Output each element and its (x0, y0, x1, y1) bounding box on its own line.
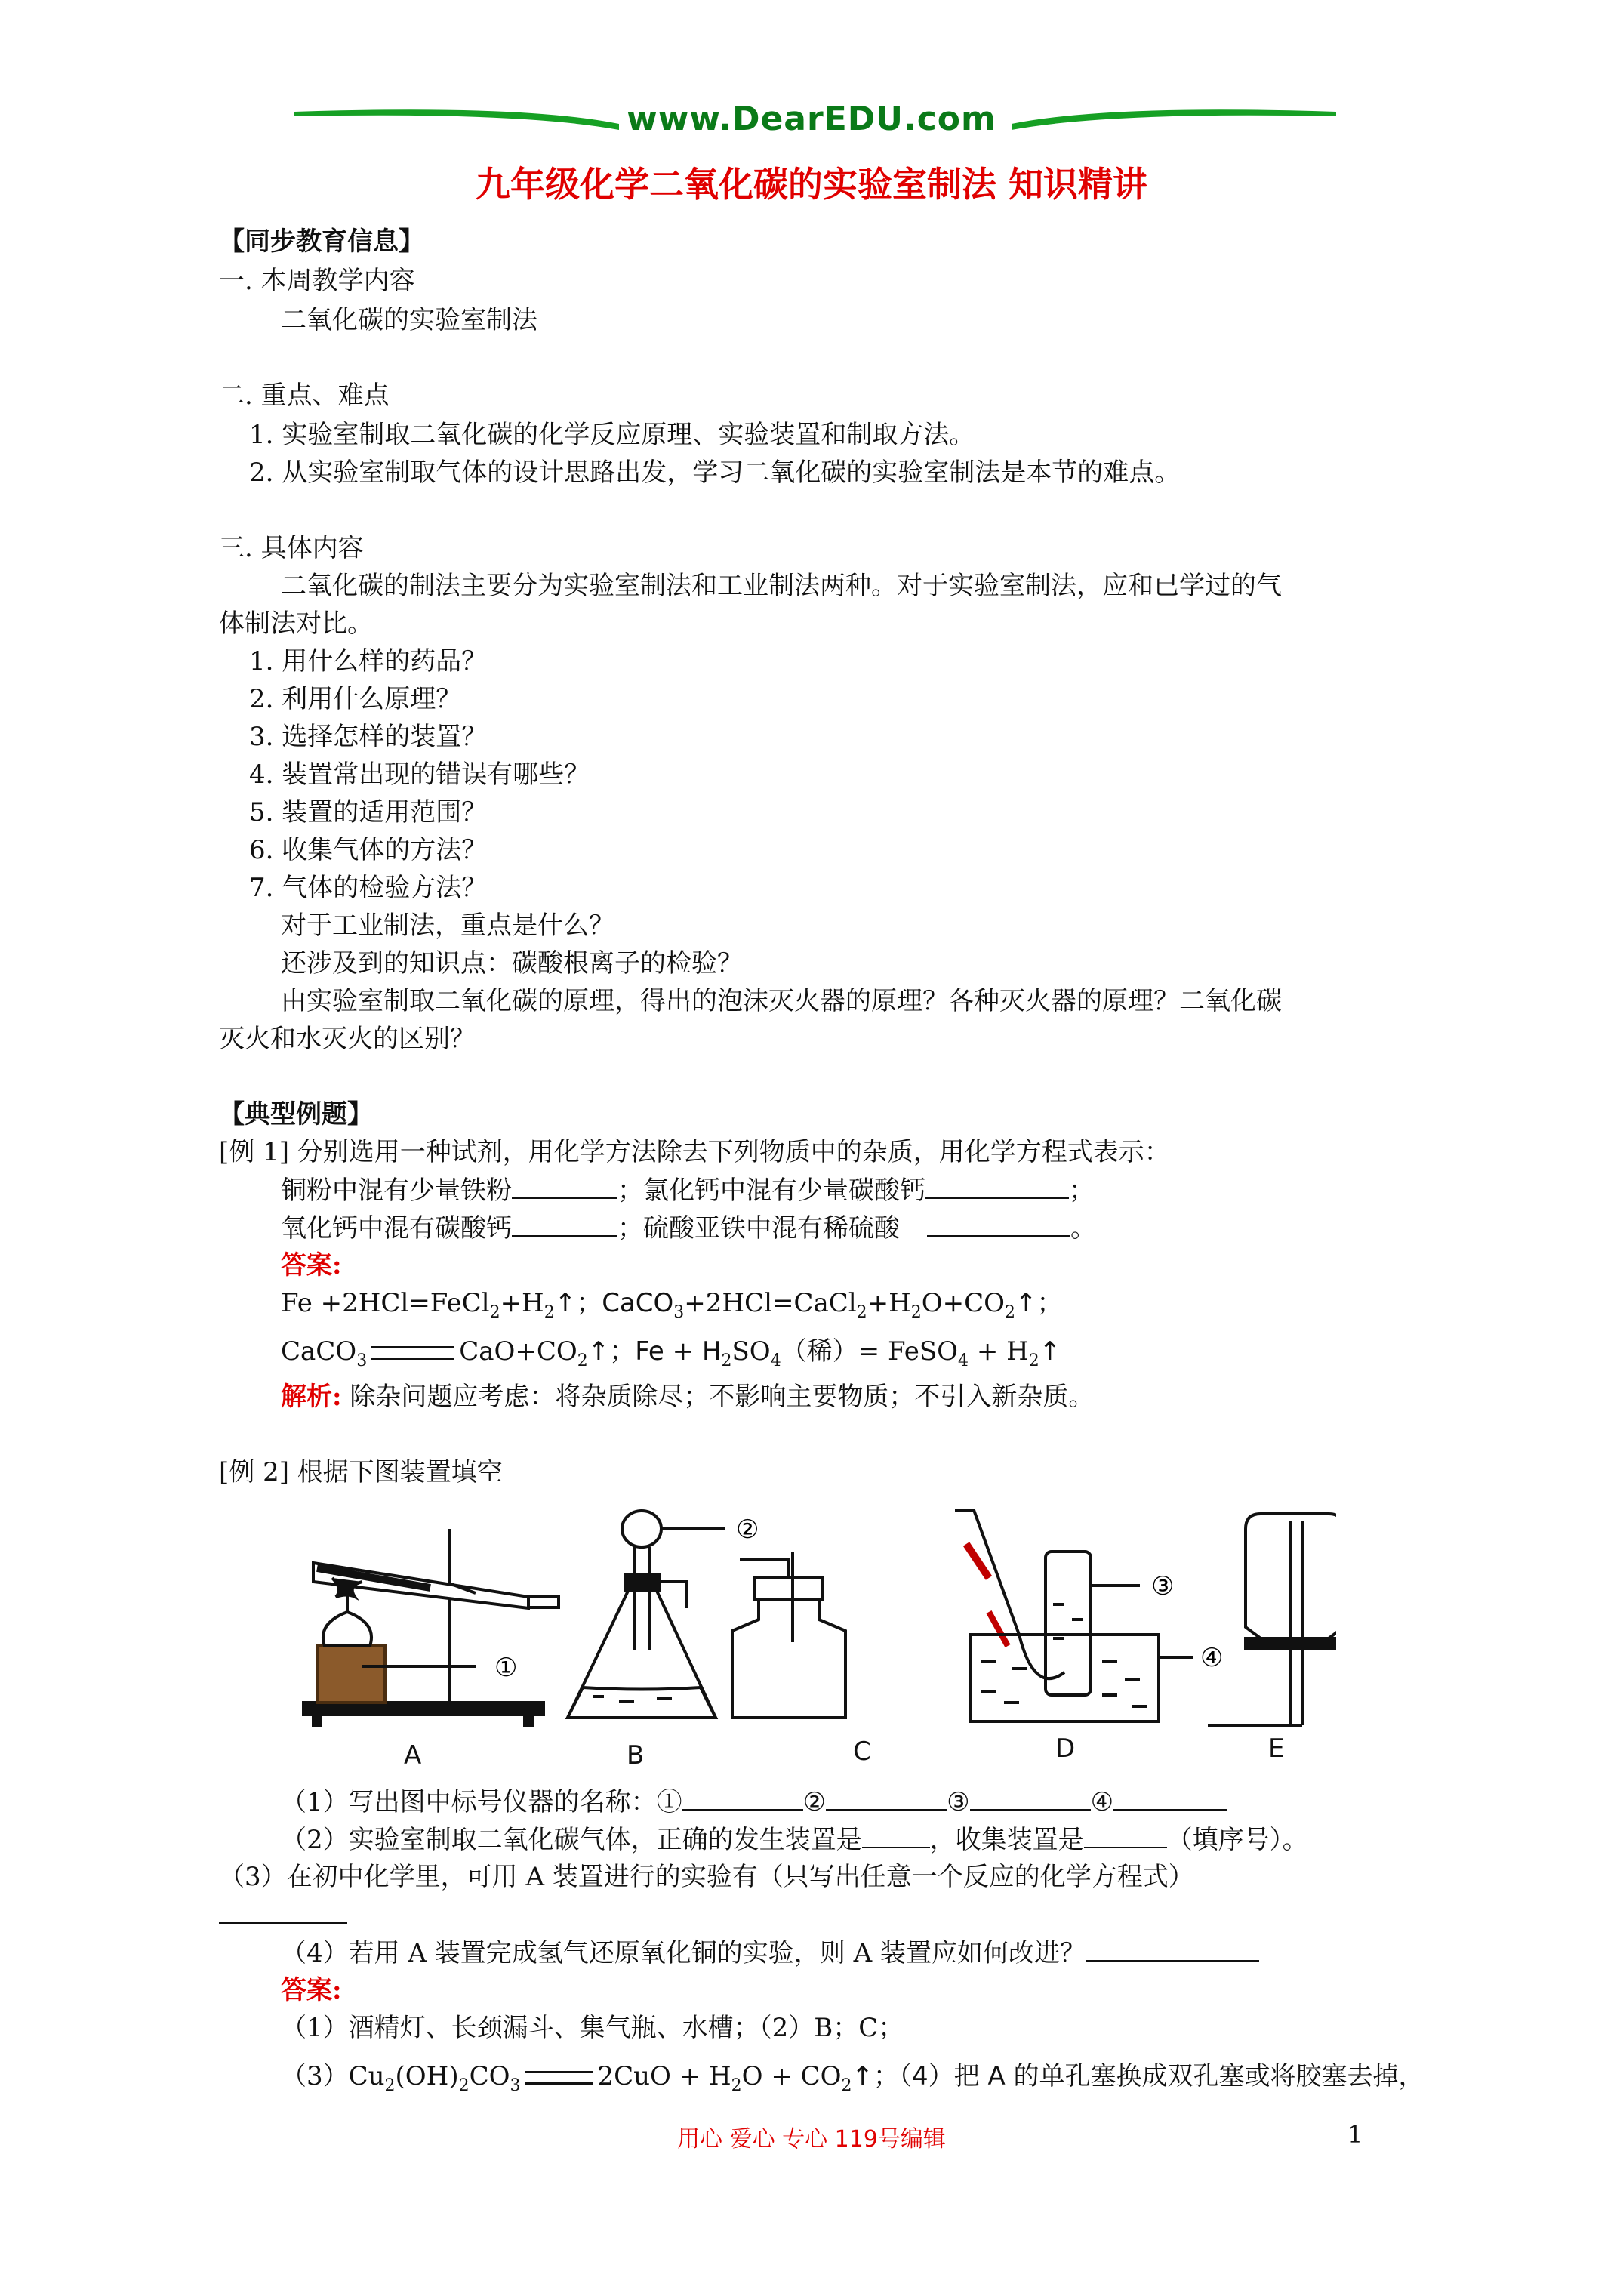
page-footer: 用心 爱心 专心 119号编辑 (677, 2126, 946, 2153)
label-a: A (404, 1740, 422, 1771)
answer-blank[interactable] (512, 1213, 617, 1237)
page-number: 1 (1347, 2120, 1363, 2149)
page-title: 九年级化学二氧化碳的实验室制法 知识精讲 (475, 164, 1147, 205)
example-1-line-1 (281, 1175, 1095, 1206)
ex1-item: 氧化钙中混有碳酸钙 (281, 1213, 512, 1244)
answer-blank[interactable] (925, 1175, 1069, 1199)
example-2-part-1 (281, 1786, 1227, 1817)
eq-sub: 3 (356, 1351, 368, 1370)
site-logo[interactable]: www.DearEDU.com (627, 100, 996, 138)
label-e: E (1268, 1734, 1285, 1764)
marker-3: ③ (1151, 1571, 1175, 1601)
ex2-text: （1）写出图中标号仪器的名称：① (281, 1787, 682, 1817)
eq-sub: 2 (856, 1302, 867, 1322)
eq-part: （3）Cu (281, 2061, 385, 2091)
marker-1: ① (494, 1653, 518, 1683)
eq-part: ↑；（4）把 A 的单孔塞换成双孔塞或将胶塞去掉， (852, 2061, 1424, 2091)
analysis-line (281, 1382, 1094, 1412)
section-2-heading: 二. 重点、难点 (219, 381, 390, 411)
section-3-note: 还涉及到的知识点：碳酸根离子的检验？ (281, 948, 743, 978)
ex1-punct: ； (1069, 1176, 1095, 1206)
answer-blank[interactable] (1086, 1937, 1259, 1962)
ex1-item: ；硫酸亚铁中混有稀硫酸 (617, 1213, 900, 1244)
eq-sub: 2 (910, 1302, 922, 1322)
eq-sub: 2 (1005, 1302, 1016, 1322)
equals-sign (371, 1346, 454, 1360)
eq-part: ↑； (1015, 1288, 1063, 1318)
eq-part: (OH) (395, 2061, 459, 2091)
answer-equation-1 (281, 1288, 1063, 1328)
ex1-punct: 。 (1070, 1213, 1096, 1244)
answer-blank[interactable] (1113, 1786, 1227, 1811)
apparatus-d (955, 1510, 1193, 1721)
answer-blank[interactable] (970, 1786, 1091, 1811)
ex2-text: ② (802, 1787, 827, 1817)
answer-line-1: （1）酒精灯、长颈漏斗、集气瓶、水槽；（2）B；C； (281, 2013, 904, 2043)
section-2-item: 2. 从实验室制取气体的设计思路出发，学习二氧化碳的实验室制法是本节的难点。 (249, 458, 1181, 488)
eq-sub: 4 (770, 1351, 781, 1370)
question-item: 1. 用什么样的药品？ (249, 646, 488, 676)
analysis-text: 除杂问题应考虑：将杂质除尽；不影响主要物质；不引入新杂质。 (350, 1382, 1095, 1412)
section-3-note: 对于工业制法，重点是什么？ (281, 911, 614, 941)
apparatus-b (568, 1511, 725, 1718)
eq-part: +H (500, 1288, 544, 1318)
section-3-paragraph: 二氧化碳的制法主要分为实验室制法和工业制法两种。对于实验室制法，应和已学过的气 (281, 571, 1282, 601)
example-2-part-2 (281, 1824, 1308, 1855)
eq-sub: 2 (1028, 1351, 1039, 1370)
eq-sub: 2 (577, 1351, 588, 1370)
eq-part: +H (867, 1288, 911, 1318)
eq-part: + H (969, 1336, 1029, 1367)
eq-sub: 2 (544, 1302, 555, 1322)
eq-sub: 2 (458, 2076, 470, 2095)
ex2-text: ，收集装置是 (929, 1825, 1084, 1855)
ex2-text: （2）实验室制取二氧化碳气体，正确的发生装置是 (281, 1825, 862, 1855)
answer-label: 答案: (281, 1975, 342, 2005)
example-2-part-4 (281, 1937, 1259, 1968)
eq-sub: 2 (384, 2076, 396, 2095)
apparatus-c (732, 1552, 845, 1718)
eq-part: Fe +2HCl=FeCl (281, 1288, 490, 1318)
answer-blank[interactable] (826, 1786, 947, 1811)
eq-sub: 3 (673, 1302, 685, 1322)
eq-part: CO (469, 2061, 510, 2091)
eq-part: CaO+CO (459, 1336, 577, 1367)
marker-2: ② (736, 1515, 759, 1545)
ex2-text: ③ (947, 1787, 970, 1817)
eq-sub: 2 (731, 2076, 742, 2095)
example-2-question: [例 2] 根据下图装置填空 (219, 1457, 503, 1487)
equals-sign (525, 2071, 593, 2085)
label-c: C (853, 1737, 871, 1767)
question-item: 2. 利用什么原理？ (249, 684, 462, 714)
section-3-paragraph-cont: 体制法对比。 (219, 609, 373, 639)
example-1-question: [例 1] 分别选用一种试剂，用化学方法除去下列物质中的杂质，用化学方程式表示： (219, 1137, 1170, 1167)
eq-sub: 2 (841, 2076, 852, 2095)
eq-part: O+CO (921, 1288, 1006, 1318)
eq-part: SO (731, 1336, 771, 1367)
analysis-label: 解析: (281, 1382, 342, 1412)
apparatus-diagram (302, 1499, 1336, 1755)
answer-blank[interactable] (512, 1175, 617, 1199)
example-2-part-3: （3）在初中化学里，可用 A 装置进行的实验有（只写出任意一个反应的化学方程式） (219, 1862, 1194, 1892)
ex2-text: ④ (1090, 1787, 1114, 1817)
eq-part: ↑ (1039, 1336, 1061, 1367)
answer-blank[interactable] (927, 1213, 1070, 1237)
eq-part: CaCO (281, 1336, 357, 1367)
question-item: 6. 收集气体的方法？ (249, 835, 488, 865)
eq-sub: 2 (489, 1302, 500, 1322)
section-1-heading: 一. 本周教学内容 (219, 266, 415, 296)
section-3-note-cont: 灭火和水灭火的区别？ (219, 1024, 476, 1054)
section-1-text: 二氧化碳的实验室制法 (281, 305, 537, 335)
answer-equation-2 (281, 1336, 1061, 1376)
answer-line-2 (281, 2061, 1424, 2101)
answer-label: 答案: (281, 1250, 342, 1281)
question-item: 5. 装置的适用范围？ (249, 797, 488, 827)
eq-part: （稀）= FeSO (781, 1336, 959, 1367)
ex2-text: （4）若用 A 装置完成氢气还原氧化铜的实验，则 A 装置应如何改进？ (281, 1938, 1086, 1968)
ex1-item: ；氯化钙中混有少量碳酸钙 (617, 1176, 925, 1206)
apparatus-e (1208, 1514, 1336, 1725)
question-item: 3. 选择怎样的装置？ (249, 722, 488, 752)
eq-sub: 4 (958, 1351, 969, 1370)
eq-part: O + CO (741, 2061, 842, 2091)
marker-4: ④ (1200, 1643, 1224, 1673)
section-2-item: 1. 实验室制取二氧化碳的化学反应原理、实验装置和制取方法。 (249, 420, 975, 450)
question-item: 7. 气体的检验方法？ (249, 873, 488, 903)
answer-blank[interactable] (219, 1922, 347, 1924)
section-3-heading: 三. 具体内容 (219, 533, 364, 563)
eq-sub: 3 (510, 2076, 521, 2095)
answer-blank[interactable] (682, 1786, 803, 1811)
answer-blank[interactable] (1084, 1824, 1167, 1848)
section-examples: 【典型例题】 (219, 1099, 373, 1130)
question-item: 4. 装置常出现的错误有哪些？ (249, 760, 590, 790)
section-sync-info: 【同步教育信息】 (219, 227, 424, 257)
label-d: D (1055, 1734, 1076, 1764)
apparatus-a (302, 1529, 559, 1725)
section-3-note: 由实验室制取二氧化碳的原理，得出的泡沫灭火器的原理？各种灭火器的原理？二氧化碳 (281, 986, 1282, 1016)
eq-part: ↑；CaCO (554, 1288, 674, 1318)
ex2-text: （填序号）。 (1166, 1825, 1308, 1855)
eq-part: ↑；Fe + H (587, 1336, 722, 1367)
example-1-line-2 (281, 1213, 1096, 1244)
eq-part: 2CuO + H (597, 2061, 731, 2091)
eq-sub: 2 (721, 1351, 732, 1370)
label-b: B (627, 1740, 645, 1771)
ex1-item: 铜粉中混有少量铁粉 (281, 1176, 512, 1206)
eq-part: +2HCl=CaCl (684, 1288, 857, 1318)
answer-blank[interactable] (862, 1824, 930, 1848)
